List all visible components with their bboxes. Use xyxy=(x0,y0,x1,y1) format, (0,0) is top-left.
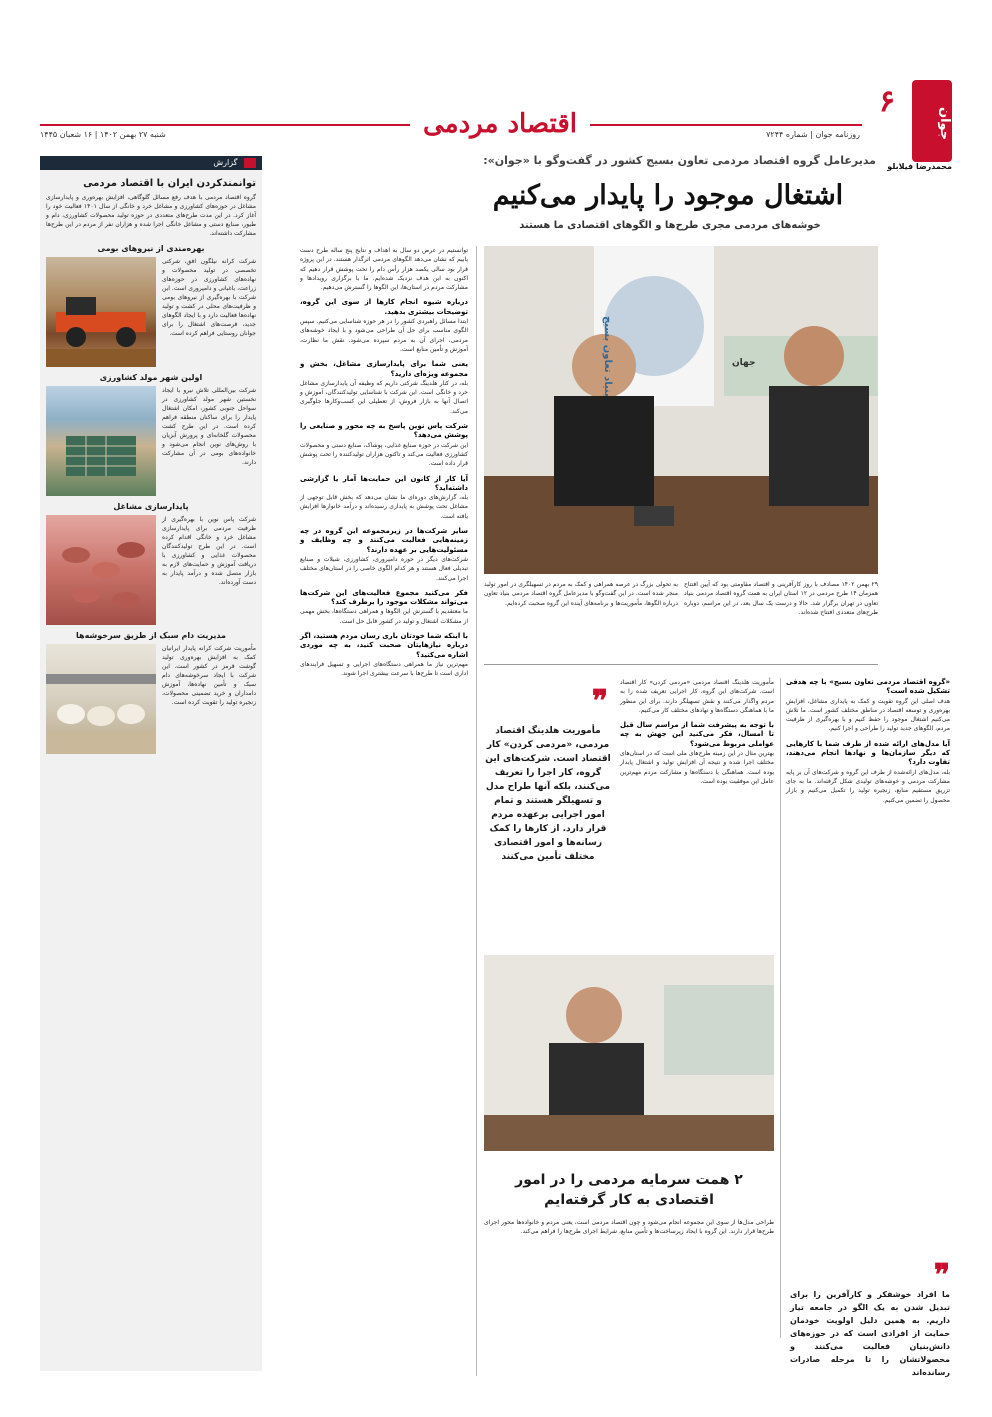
qa-column-center xyxy=(300,246,468,678)
question: «گروه اقتصاد مردمی تعاون بسیج» با چه هدفی تشکیل شده است؟ xyxy=(786,678,950,696)
produce-photo xyxy=(46,515,156,625)
question: با توجه به پیشرفت شما از مراسم سال قبل تا امسال، فکر می‌کنید این جهش به چه عواملی مربوط می‌شود؟ xyxy=(620,721,774,748)
pull-quote xyxy=(484,684,612,884)
report-icon xyxy=(244,158,256,168)
question: شرکت پاس نوین پاسخ به چه محور و صنایعی را پوشش می‌دهد؟ xyxy=(300,422,468,440)
report-section-text: شرکت پاس نوین با بهره‌گیری از ظرفیت مردمی برای پایدارسازی مشاغل خرد و خانگی اقدام کرده است. در این طرح تولیدکنندگان محصولات غذایی و کشاورزی با دریافت آموزش و حمایت‌های لازم به بازار متصل شده و درآمد پایدار به دست آورده‌اند. xyxy=(162,516,256,586)
interview-tag: گفت‌وگو xyxy=(918,150,952,159)
lead-paragraph-left: به تحولی بزرگ در عرصه همراهی و کمک به مردم در تسهیلگری در امور تولید منجر شده است. در این گفت‌وگو با مدیرعامل گروه اقتصاد مردمی بنیاد تعاون درباره الگوها، مأموریت‌ها و برنامه‌های آینده این گروه صحبت کرده‌ایم. xyxy=(484,581,678,607)
answer: بله، در کنار هلدینگ شرکتی داریم که وظیفه آن پایدارسازی مشاغل خرد و خانگی است. این شرکت با شناسایی تولیدکنندگان، آموزش و اتصال آنها به بازار فروش، از تعطیلی این کسب‌وکارها جلوگیری می‌کند. xyxy=(300,379,468,415)
harvester-photo xyxy=(46,257,156,367)
report-section-heading: اولین شهر مولد کشاورزی xyxy=(99,373,203,382)
report-section-text: شرکت کرانه نیلگون افق، شرکتی تخصصی در تولید محصولات و نهاده‌های کشاورزی در حوزه‌های زراعت، باغبانی و دامپروری است. این شرکت با بهره‌گیری از نیروهای بومی و ظرفیت‌های محلی در کشت و تولید نهاده‌ها فعالیت دارد و با ایجاد الگوهای جدید، فرصت‌های اشتغال را برای جوانان روستایی فراهم کرده است. xyxy=(162,258,256,337)
answer: ما معتقدیم با گسترش این الگوها و همراهی دستگاه‌ها، بخش مهمی از مشکلات اشتغال و تولید در کشور قابل حل است. xyxy=(300,608,468,625)
interviewee-illustration xyxy=(484,955,774,1151)
answer: ابتدا مسائل راهبردی کشور را در هر حوزه شناسایی می‌کنیم. سپس الگوی مناسب برای حل آن طراحی می‌شود و با ایجاد خوشه‌های مردمی، اجرای آن به مردم سپرده می‌شود. نقش ما نظارت، آموزش و تأمین منابع است. xyxy=(300,318,468,353)
column-divider xyxy=(780,678,781,1338)
article-headline[interactable]: اشتغال موجود را پایدار می‌کنیم xyxy=(492,180,844,211)
interview-illustration xyxy=(484,246,878,574)
question: آیا کار از کانون این حمایت‌ها آمار یا گزارشی داشته‌اید؟ xyxy=(300,474,468,492)
report-header xyxy=(40,156,262,170)
report-section-text: شرکت بین‌المللی تلاش نیرو با ایجاد نخستین شهر مولد کشاورزی در سواحل جنوبی کشور، امکان اشتغال پایدار را برای ساکنان منطقه فراهم کرده است. در این طرح کشت محصولات گلخانه‌ای و پرورش آبزیان با روش‌های نوین انجام می‌شود و خانواده‌های بومی در آن مشارکت دارند. xyxy=(162,387,256,466)
answer: هدف اصلی این گروه تقویت و کمک به پایداری مشاغل، افزایش بهره‌وری و توسعه اقتصاد در مناطق مختلف کشور است. ما تلاش می‌کنیم اشتغال موجود را حفظ کنیم و با بهره‌گیری از ظرفیت مردم، الگوهای جدید تولید را طراحی و اجرا کنیم. xyxy=(786,697,950,733)
report-section-text: مأموریت شرکت کرانه پایدار ایرانیان کمک به افزایش بهره‌وری تولید گوشت قرمز در کشور است. این شرکت با ایجاد سرخوشه‌های دام سبک و تأمین نهاده‌ها، آموزش دامداران و خرید تضمینی محصولات، زنجیره تولید را تقویت کرده است. xyxy=(162,645,256,706)
qa-column-far-right xyxy=(786,678,950,805)
report-section-heading: بهره‌مندی از نیروهای بومی xyxy=(97,244,205,253)
paragraph: توانستیم در عرض دو سال به اهداف و نتایج پنج ساله طرح دست یابیم که نشان می‌دهد الگوهای مردمی اثرگذار هستند. در این پروژه قرار بود سالی یکصد هزار رأس دام را تحت پوشش قرار دهیم که اکنون به این هدف نزدیک شده‌ایم. ما با برگزاری رویدادها و مشارکت مردم در استان‌ها، این الگوها را گسترش می‌دهیم. xyxy=(300,247,468,292)
produce-illustration xyxy=(46,515,156,625)
paragraph: مأموریت هلدینگ اقتصاد مردمی «مردمی کردن» کار اقتصاد است. شرکت‌های این گروه، کار اجرایی تعریف شده را به مردم واگذار می‌کنند و نقش تسهیلگر دارند. برای این منظور ما با هماهنگی دستگاه‌ها و نهادهای مختلف کار می‌کنیم. xyxy=(620,679,774,714)
question: درباره شیوه انجام کارها از سوی این گروه، توضیحات بیشتری بدهید. xyxy=(300,298,468,316)
quote-mark-icon: ❞ xyxy=(933,1258,950,1293)
report-intro: گروه اقتصاد مردمی با هدف رفع مسائل گلوگاهی، افزایش بهره‌وری و پایدارسازی مشاغل در حوزه‌های کشاورزی و مشاغل خرد و خانگی از سال ۱۴۰۱ فعالیت خود را آغاز کرد. در این مدت طرح‌های متعددی در حوزه تولید محصولات کشاورزی، دام و طیور، صنایع دستی و مشاغل خانگی اجرا شده و هزاران نفر از مردم در این طرح‌ها مشارکت داشته‌اند. xyxy=(46,194,257,237)
pull-quote-text: مأموریت هلدینگ اقتصاد مردمی، «مردمی کردن» کار اقتصاد است. شرکت‌های این گروه، کار اجرا را تعریف می‌کنند، بلکه آنها طراح مدل و تسهیلگر هستند و تمام امور اجرایی برعهده مردم قرار دارد. از کارها را کمک رسانه‌ها و امور اقتصادی مختلف تأمین می‌کنند xyxy=(485,726,611,862)
issue-info: روزنامه جوان | شماره ۷۲۴۴ xyxy=(766,130,860,139)
interviewee-photo xyxy=(484,955,774,1151)
question: با اینکه شما خودتان باری رسان مردم هستید، اگر درباره نیازهایتان صحبت کنید، به چه موردی اشاره می‌کنید؟ xyxy=(300,631,468,659)
article-kicker: مدیرعامل گروه اقتصاد مردمی تعاون بسیج کشور در گفت‌وگو با «جوان»: xyxy=(483,154,876,167)
section-title: اقتصاد مردمی xyxy=(410,106,590,142)
answer: شرکت‌های دیگر در حوزه دامپروری، کشاورزی، شیلات و صنایع تبدیلی فعال هستند و هر کدام الگوی خاصی را در استان‌های مختلف اجرا می‌کنند. xyxy=(300,555,468,582)
question: سایر شرکت‌ها در زیرمجموعه این گروه در چه زمینه‌هایی فعالیت می‌کنند و چه وظایف و مسئولیت‌هایی بر عهده دارند؟ xyxy=(300,527,468,554)
livestock-photo xyxy=(46,644,156,754)
ponds-illustration xyxy=(46,386,156,496)
bottom-pull-quote xyxy=(786,1258,950,1378)
interview-photo xyxy=(484,246,878,574)
answer: مهم‌ترین نیاز ما همراهی دستگاه‌های اجرایی و تسهیل فرایندهای اداری است تا طرح‌ها با سرعت بیشتری اجرا شوند. xyxy=(300,660,468,678)
question: یعنی شما برای پایدارسازی مشاغل، بخش و مجموعه ویژه‌ای دارید؟ xyxy=(300,360,468,378)
flag-label: بنیاد تعاون بسیج xyxy=(602,316,613,397)
report-section-heading: مدیریت دام سبک از طریق سرخوشه‌ها xyxy=(76,631,226,640)
date-info: شنبه ۲۷ بهمن ۱۴۰۲ | ۱۶ شعبان ۱۴۴۵ xyxy=(40,130,166,139)
column-divider xyxy=(476,246,477,1376)
poster-label: جهان xyxy=(732,358,756,368)
newspaper-logo[interactable]: جوان xyxy=(912,80,952,162)
aquaculture-photo xyxy=(46,386,156,496)
photo-headline: ۲ همت سرمایه مردمی را در امور اقتصادی به کار گرفته‌ایم xyxy=(515,1172,743,1208)
question: آیا مدل‌های ارائه شده از طرف شما با کارهایی که دیگر سازمان‌ها و نهادها انجام می‌دهند، تفاوت دارد؟ xyxy=(786,739,950,767)
qa-column-mid-right xyxy=(620,678,774,786)
answer: بهترین مثال در این زمینه طرح‌های ملی است که در استان‌های مختلف اجرا شده و نتیجه آن افزایش تولید و اشتغال پایدار بوده است. هماهنگی با دستگاه‌ها و مشارکت مردم مهم‌ترین عامل این موفقیت بوده است. xyxy=(620,750,774,785)
article-subheadline: خوشه‌های مردمی مجری طرح‌ها و الگوهای اقتصادی ما هستند xyxy=(519,220,821,231)
photo-caption-paragraph: طراحی مدل‌ها از سوی این مجموعه انجام می‌شود و چون اقتصاد مردمی است، یعنی مردم و خانواده‌ها محور اجرای طرح‌ها قرار دارند. این گروه با ایجاد زیرساخت‌ها و تأمین منابع، شرایط اجرای طرح‌ها را فراهم می‌کند. xyxy=(484,1219,774,1236)
reporter-name: محمدرضا فیلابلو xyxy=(887,162,952,171)
question: فکر می‌کنید مجموع فعالیت‌های این شرکت‌ها می‌تواند مشکلات موجود را برطرف کند؟ xyxy=(300,588,468,607)
report-section-heading: پایدارسازی مشاغل xyxy=(113,502,189,511)
answer: بله، گزارش‌های دوره‌ای ما نشان می‌دهد که بخش قابل توجهی از مشاغل تحت پوشش به پایداری رسیده‌اند و درآمد خانوارها افزایش یافته است. xyxy=(300,494,468,520)
lead-paragraph-right: ۲۹ بهمن ۱۴۰۲ مصادف با روز کارآفرینی و اقتصاد مقاومتی بود که آیین افتتاح همزمان ۱۴ طرح مردمی در ۱۲ استان ایران به همت گروه اقتصاد مردمی بنیاد تعاون در تهران برگزار شد. حالا و درست یک سال بعد، در این مراسم، دوباره طرح‌های متعددی افتتاح شده‌اند. xyxy=(684,581,879,616)
bottom-quote-text: ما افراد خوشفکر و کارآفرین را برای تبدیل شدن به یک الگو در جامعه تیاز داریم. به همین دلیل اولویت خودمان حمایت از افرادی است که در حوزه‌های دانش‌بنیان فعالیت می‌کنند و محصولاتشان را تا مرحله صادرات رسانده‌اند xyxy=(790,1290,950,1377)
quote-mark-icon: ❞ xyxy=(591,684,608,719)
harvester-illustration xyxy=(46,257,156,367)
lead-divider xyxy=(484,664,878,665)
report-title: توانمندکردن ایران با اقتصاد مردمی xyxy=(83,178,256,189)
report-column xyxy=(40,156,262,1371)
answer: بله، مدل‌های ارائه‌شده از طرف این گروه و شرکت‌های آن بر پایه مشارکت مردمی و خوشه‌های تولیدی شکل گرفته‌اند. ما به جای تزریق مستقیم منابع، زنجیره تولید را تکمیل می‌کنیم و بازار محصول را تضمین می‌کنیم. xyxy=(786,768,950,804)
answer: این شرکت در حوزه صنایع غذایی، پوشاک، صنایع دستی و محصولات کشاورزی فعالیت می‌کند و تاکنون هزاران تولیدکننده را تحت پوشش قرار داده است. xyxy=(300,441,468,468)
page-number: ۶ xyxy=(878,84,896,119)
report-header-label: گزارش xyxy=(213,158,238,167)
sheep-illustration xyxy=(46,644,156,754)
masthead xyxy=(40,72,952,171)
